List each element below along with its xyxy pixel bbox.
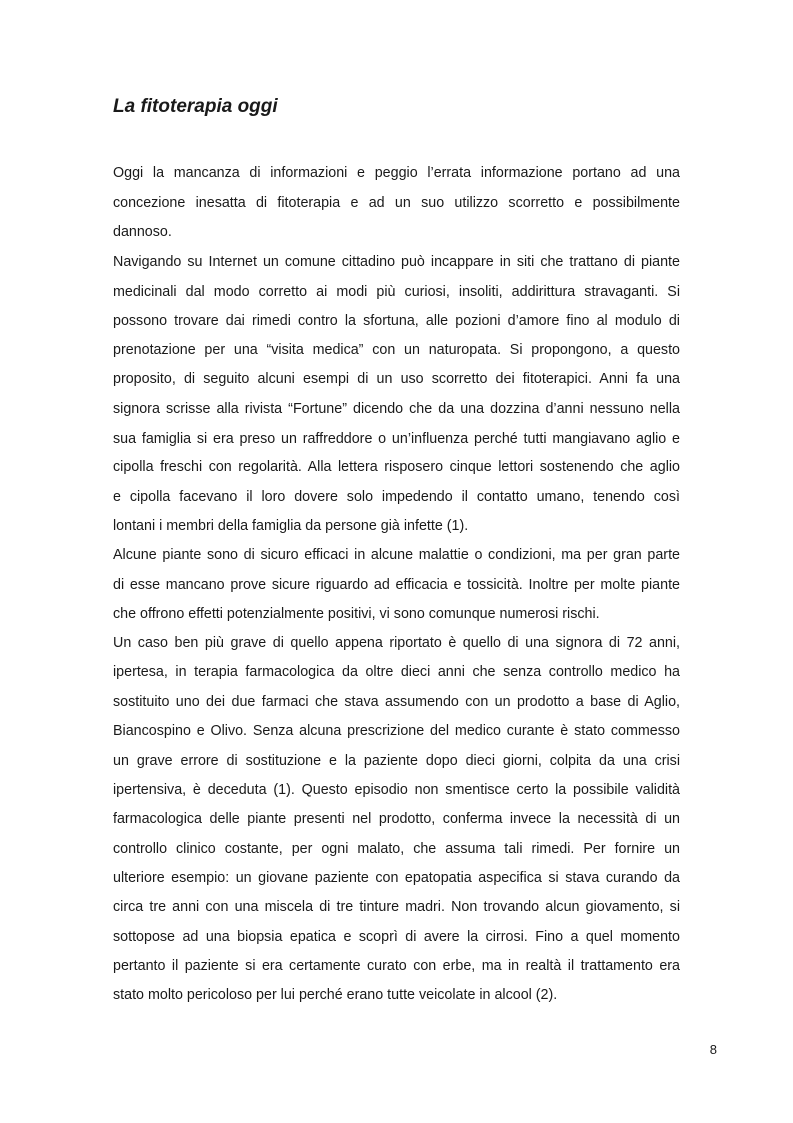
text-line: concezione inesatta di fitoterapia e ad un suo utilizzo scorretto e possibilmente bbox=[113, 195, 680, 211]
text-line: lontani i membri della famiglia da persone già infette (1). bbox=[113, 518, 469, 534]
page-number: 8 bbox=[709, 1042, 717, 1057]
text-line: controllo clinico costante, per ogni malato, che assuma tali rimedi. Per fornire un bbox=[113, 841, 680, 857]
page-title: La fitoterapia oggi bbox=[113, 96, 278, 117]
text-line: dannoso. bbox=[113, 224, 172, 240]
text-line: cipolla freschi con regolarità. Alla lettera risposero cinque lettori sostenendo che aglio bbox=[113, 459, 680, 475]
text-line: sottopose ad una biopsia epatica e scoprì di avere la cirrosi. Fino a quel momento bbox=[113, 929, 680, 945]
text-line: prenotazione per una “visita medica” con un naturopata. Si propongono, a questo bbox=[113, 342, 680, 358]
text-line: proposito, di seguito alcuni esempi di un uso scorretto dei fitoterapici. Anni fa una bbox=[113, 371, 680, 387]
text-line: Navigando su Internet un comune cittadino può incappare in siti che trattano di piante bbox=[113, 254, 680, 270]
text-line: Un caso ben più grave di quello appena riportato è quello di una signora di 72 anni, bbox=[113, 635, 680, 651]
text-line: e cipolla facevano il loro dovere solo impedendo il contatto umano, tenendo così bbox=[113, 489, 680, 505]
text-line: Biancospino e Olivo. Senza alcuna prescrizione del medico curante è stato commesso bbox=[113, 723, 680, 739]
text-line: farmacologica delle piante presenti nel prodotto, conferma invece la necessità di un bbox=[113, 811, 680, 827]
text-line: ulteriore esempio: un giovane paziente con epatopatia aspecifica si stava curando da bbox=[113, 870, 680, 886]
text-line: di esse mancano prove sicure riguardo ad efficacia e tossicità. Inoltre per molte piante bbox=[113, 577, 680, 593]
text-line: stato molto pericoloso per lui perché erano tutte veicolate in alcool (2). bbox=[113, 987, 558, 1003]
text-line: signora scrisse alla rivista “Fortune” dicendo che da una dozzina d’anni nessuno nella bbox=[113, 401, 680, 417]
text-line: Oggi la mancanza di informazioni e peggio l’errata informazione portano ad una bbox=[113, 165, 680, 181]
text-line: possono trovare dai rimedi contro la sfortuna, alle pozioni d’amore fino al modulo di bbox=[113, 313, 680, 329]
text-line: ipertensiva, è deceduta (1). Questo episodio non smentisce certo la possibile validità bbox=[113, 782, 680, 798]
text-line: un grave errore di sostituzione e la paziente dopo dieci giorni, colpita da una crisi bbox=[113, 753, 680, 769]
text-line: pertanto il paziente si era certamente curato con erbe, ma in realtà il trattamento era bbox=[113, 958, 680, 974]
text-line: Alcune piante sono di sicuro efficaci in alcune malattie o condizioni, ma per gran parte bbox=[113, 547, 680, 563]
text-line: ipertesa, in terapia farmacologica da oltre dieci anni che senza controllo medico ha bbox=[113, 664, 680, 680]
text-line: sua famiglia si era preso un raffreddore o un’influenza perché tutti mangiavano aglio e bbox=[113, 431, 680, 447]
text-line: circa tre anni con una miscela di tre tinture madri. Non trovando alcun giovamento, si bbox=[113, 899, 680, 915]
text-line: medicinali dal modo corretto ai modi più curiosi, insoliti, addirittura stravaganti. Si bbox=[113, 284, 680, 300]
text-line: che offrono effetti potenzialmente positivi, vi sono comunque numerosi rischi. bbox=[113, 606, 600, 622]
text-line: sostituito uno dei due farmaci che stava assumendo con un prodotto a base di Aglio, bbox=[113, 694, 680, 710]
